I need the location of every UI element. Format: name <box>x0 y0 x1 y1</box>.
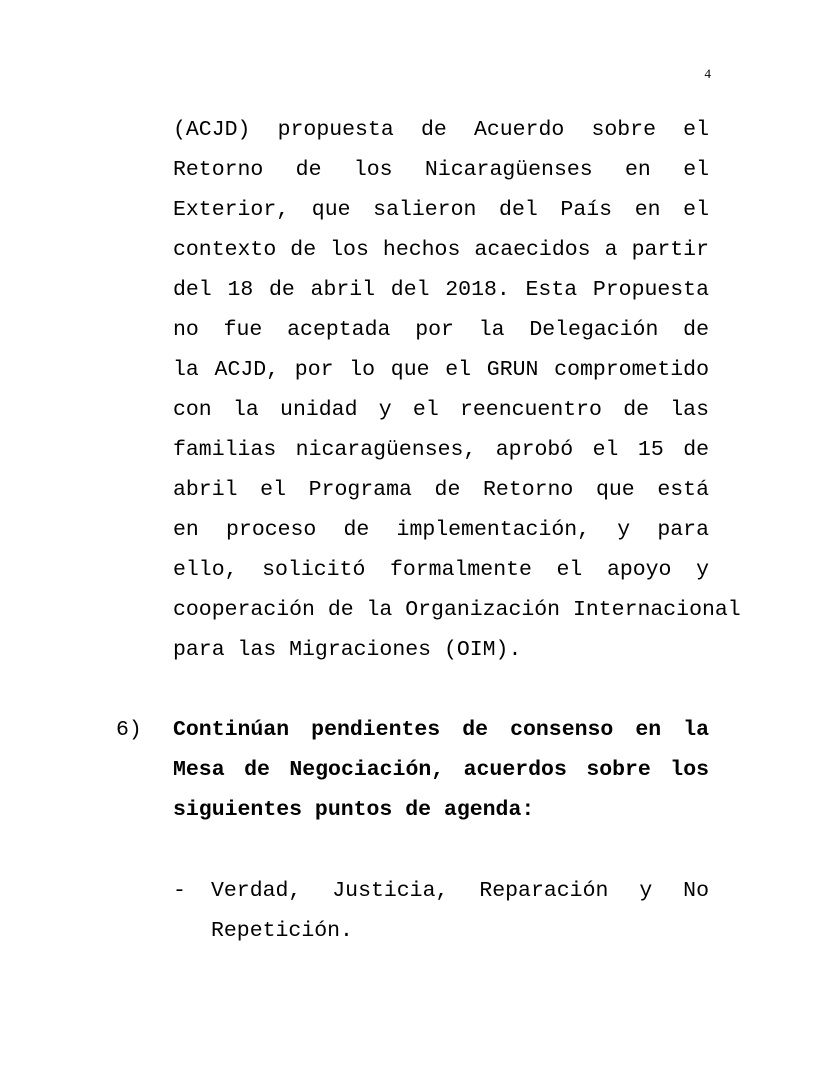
item-heading-line: siguientes puntos de agenda: <box>173 798 535 822</box>
page-number: 4 <box>704 66 711 81</box>
item-heading-line: Mesa de Negociación, acuerdos sobre los <box>173 758 709 782</box>
paragraph-line: Retorno de los Nicaragüenses en el <box>173 158 709 182</box>
bullet-line: Verdad, Justicia, Reparación y No <box>211 879 709 903</box>
paragraph-line: cooperación de la Organización Internacional <box>173 598 741 622</box>
item-heading-line: Continúan pendientes de consenso en la <box>173 718 709 742</box>
paragraph-line: familias nicaragüenses, aprobó el 15 de <box>173 438 709 462</box>
paragraph-line: del 18 de abril del 2018. Esta Propuesta <box>173 278 709 302</box>
bullet-dash: - <box>173 879 186 903</box>
paragraph-line: abril el Programa de Retorno que está <box>173 478 709 502</box>
paragraph-line: Exterior, que salieron del País en el <box>173 198 709 222</box>
paragraph-line: (ACJD) propuesta de Acuerdo sobre el <box>173 118 709 142</box>
paragraph-line: con la unidad y el reencuentro de las <box>173 398 709 422</box>
paragraph-line: en proceso de implementación, y para <box>173 518 709 542</box>
paragraph-line: ello, solicitó formalmente el apoyo y <box>173 558 709 582</box>
paragraph-line: contexto de los hechos acaecidos a partir <box>173 238 709 262</box>
paragraph-line: para las Migraciones (OIM). <box>173 638 522 662</box>
bullet-line: Repetición. <box>211 919 353 943</box>
paragraph-line: la ACJD, por lo que el GRUN comprometido <box>173 358 709 382</box>
paragraph-line: no fue aceptada por la Delegación de <box>173 318 709 342</box>
item-number: 6) <box>116 718 142 742</box>
